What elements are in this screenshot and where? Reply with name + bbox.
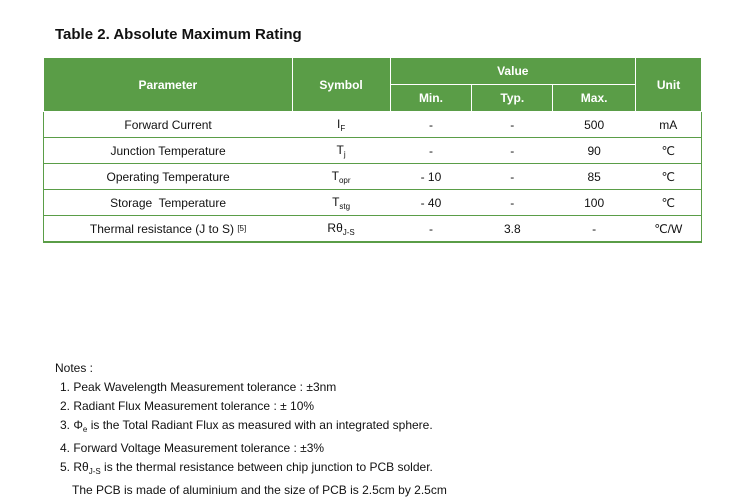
note-item: 1. Peak Wavelength Measurement tolerance : ±3nm (60, 380, 337, 394)
cell-unit: ℃ (636, 164, 702, 190)
cell-symbol: $T_j$ (292, 138, 390, 164)
cell-max: 500 (553, 112, 636, 138)
note-item: 5. $R\theta_{J-S}$ is the thermal resistance between chip junction to PCB solder. (60, 460, 433, 476)
notes-section (55, 359, 447, 500)
cell-parameter: Storage Temperature (44, 190, 293, 216)
cell-min: - (390, 112, 472, 138)
cell-typ: - (472, 164, 553, 190)
note-item: 4. Forward Voltage Measurement tolerance : ±3% (60, 441, 325, 455)
table-row (44, 190, 702, 216)
cell-max: - (553, 216, 636, 243)
note-item: 3. $\Phi_e$ is the Total Radiant Flux as measured with an integrated sphere. (60, 418, 433, 434)
cell-parameter: Forward Current (44, 112, 293, 138)
note-item: 2. Radiant Flux Measurement tolerance : ± 10% (60, 399, 315, 413)
header-max: Max. (553, 85, 636, 112)
absolute-maximum-rating-table (43, 57, 702, 243)
header-value: Value (390, 58, 636, 85)
cell-max: 100 (553, 190, 636, 216)
cell-unit: ℃ (636, 138, 702, 164)
header-unit: Unit (636, 58, 702, 112)
cell-symbol: $I_F$ (292, 112, 390, 138)
table-row (44, 112, 702, 138)
header-min: Min. (390, 85, 472, 112)
cell-unit: ℃/W (636, 216, 702, 243)
table-row (44, 216, 702, 243)
cell-unit: mA (636, 112, 702, 138)
header-parameter: Parameter (44, 58, 293, 112)
cell-min: - (390, 216, 472, 243)
note-item: The PCB is made of aluminium and the size of PCB is 2.5cm by 2.5cm (72, 483, 447, 497)
cell-min: - 10 (390, 164, 472, 190)
cell-min: - (390, 138, 472, 164)
cell-parameter: Junction Temperature (44, 138, 293, 164)
table-row (44, 138, 702, 164)
cell-symbol: $R\theta_{J-S}$ (292, 216, 390, 243)
table-row (44, 164, 702, 190)
cell-min: - 40 (390, 190, 472, 216)
cell-typ: 3.8 (472, 216, 553, 243)
cell-typ: - (472, 112, 553, 138)
cell-symbol: $T_{stg}$ (292, 190, 390, 216)
notes-heading: Notes : (55, 361, 94, 375)
cell-parameter: Thermal resistance (J to S) [5] (44, 216, 293, 243)
cell-typ: - (472, 138, 553, 164)
cell-unit: ℃ (636, 190, 702, 216)
cell-max: 85 (553, 164, 636, 190)
cell-symbol: $T_{opr}$ (292, 164, 390, 190)
header-typ: Typ. (472, 85, 553, 112)
cell-parameter: Operating Temperature (44, 164, 293, 190)
cell-typ: - (472, 190, 553, 216)
table-title: Table 2. Absolute Maximum Rating (55, 26, 302, 43)
footnote-ref: [5] (237, 223, 247, 233)
header-symbol: Symbol (292, 58, 390, 112)
cell-max: 90 (553, 138, 636, 164)
